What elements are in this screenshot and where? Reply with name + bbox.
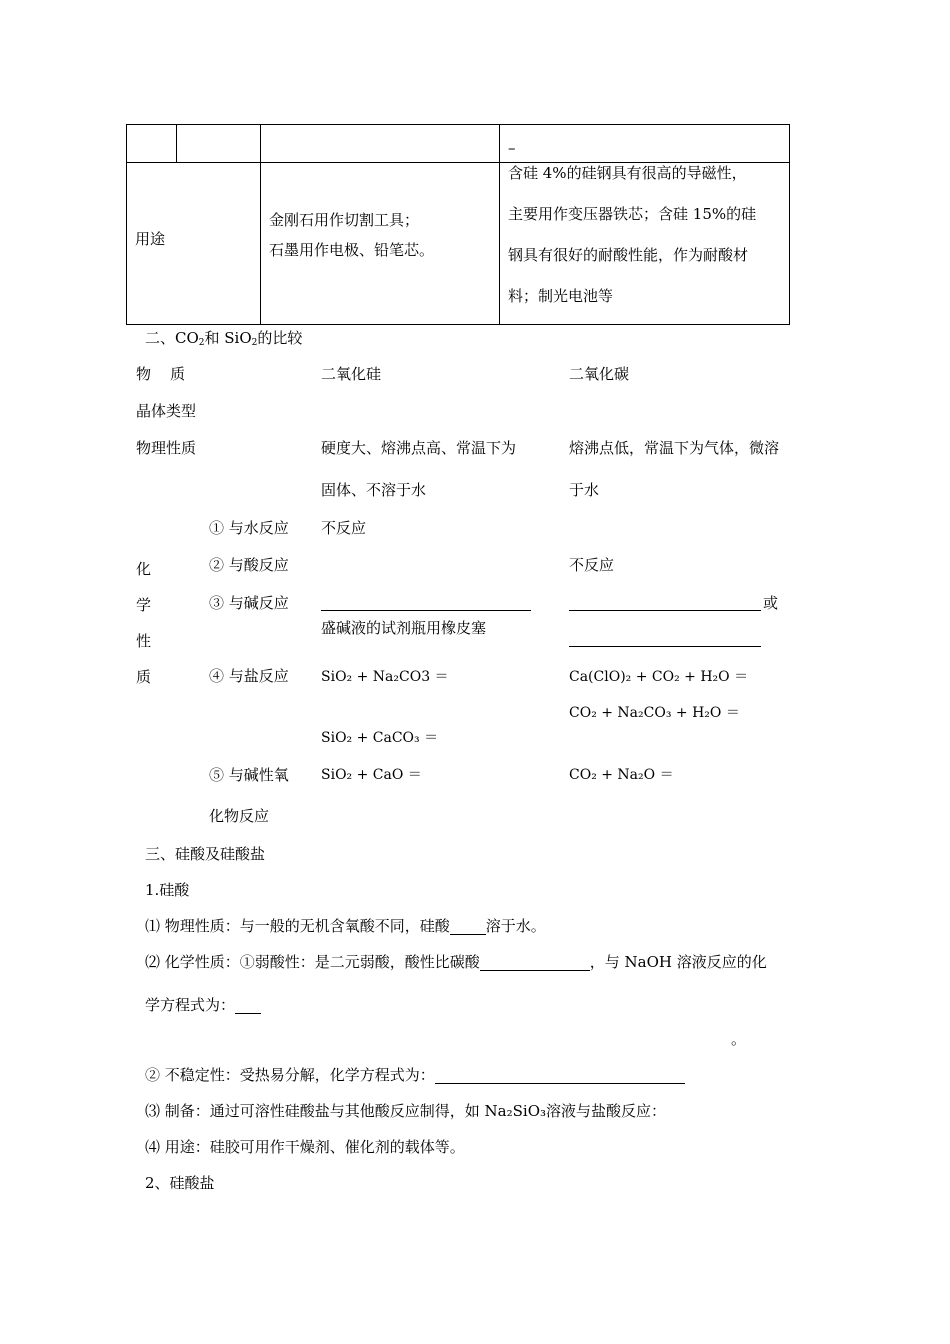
r4-co2-eq2: CO₂ + Na₂CO₃ + H₂O ＝ bbox=[569, 705, 740, 721]
silicic-acid-heading: 1.硅酸 bbox=[145, 881, 190, 899]
item4-usage: ⑷ 用途：硅胶可用作干燥剂、催化剂的载体等。 bbox=[145, 1138, 465, 1156]
silicon-use-line2: 主要用作变压器铁芯；含硅 15%的硅 bbox=[508, 205, 757, 223]
item2-blank2 bbox=[235, 998, 261, 1014]
phys-sio2-line1: 硬度大、熔沸点高、常温下为 bbox=[321, 439, 517, 457]
row-physical: 物理性质 bbox=[136, 439, 197, 457]
table-cell bbox=[261, 125, 500, 163]
use-label: 用途 bbox=[135, 230, 166, 248]
col-header-co2: 二氧化碳 bbox=[569, 365, 630, 383]
carbon-use-cell bbox=[261, 163, 500, 325]
row-crystal-type: 晶体类型 bbox=[136, 402, 197, 420]
silicon-use-line3: 钢具有很好的耐酸性能，作为耐酸材 bbox=[508, 246, 749, 264]
r2-co2: 不反应 bbox=[569, 556, 615, 574]
phys-co2-line2: 于水 bbox=[569, 481, 600, 499]
item3-preparation: ⑶ 制备：通过可溶性硅酸盐与其他酸反应制得，如 Na₂SiO₃溶液与盐酸反应： bbox=[145, 1102, 667, 1120]
r1-sio2: 不反应 bbox=[321, 519, 367, 537]
section2-heading: 二、$CO_2$和 SiO$_2$的比较 bbox=[145, 329, 303, 348]
phys-sio2-line2: 固体、不溶于水 bbox=[321, 481, 427, 499]
r4-label: ④ 与盐反应 bbox=[209, 667, 289, 685]
properties-table bbox=[126, 124, 790, 325]
item2-blank1 bbox=[480, 955, 590, 971]
section3-heading: 三、硅酸及硅酸盐 bbox=[145, 845, 266, 863]
r2-label: ② 与酸反应 bbox=[209, 556, 289, 574]
r3-note: 盛碱液的试剂瓶用橡皮塞 bbox=[321, 619, 487, 637]
item2-equation-line: 学方程式为： bbox=[145, 998, 261, 1014]
chem-label-3: 性 bbox=[136, 632, 152, 650]
r5-sio2: SiO₂ + CaO ＝ bbox=[321, 767, 422, 783]
r4-co2-eq1: Ca(ClO)₂ + CO₂ + H₂O ＝ bbox=[569, 669, 749, 685]
chem-label-1: 化 bbox=[136, 560, 152, 578]
r4-sio2-eq2: SiO₂ + CaCO₃ ＝ bbox=[321, 730, 439, 746]
item2-period: 。 bbox=[731, 1030, 747, 1048]
col-header-sio2: 二氧化硅 bbox=[321, 365, 382, 383]
r5-label-line1: ⑤ 与碱性氧 bbox=[209, 766, 289, 784]
chem-label-4: 质 bbox=[136, 668, 152, 686]
silicon-use-cell bbox=[500, 163, 790, 325]
use-label-cell bbox=[127, 163, 261, 325]
silicon-use-line1: 含硅 4%的硅钢具有很高的导磁性， bbox=[508, 164, 747, 182]
dash-mark: – bbox=[508, 139, 516, 157]
r3-sio2-blank bbox=[321, 610, 531, 611]
phys-co2-line1: 熔沸点低，常温下为气体，微溶 bbox=[569, 439, 780, 457]
carbon-use-line1: 金刚石用作切割工具； bbox=[269, 210, 420, 229]
item2-blank3 bbox=[435, 1068, 685, 1084]
table-cell bbox=[177, 125, 261, 163]
item1-blank bbox=[450, 919, 486, 935]
item2-chemical: ⑵ 化学性质：①弱酸性：是二元弱酸，酸性比碳酸 ，与 NaOH 溶液反应的化 bbox=[145, 953, 767, 971]
r5-label-line2: 化物反应 bbox=[209, 807, 270, 825]
col-header-substance: 物 质 bbox=[136, 365, 186, 383]
chem-label-2: 学 bbox=[136, 596, 152, 614]
r3-co2-or: 或 bbox=[763, 594, 779, 612]
carbon-use-line2: 石墨用作电极、铅笔芯。 bbox=[269, 240, 435, 259]
item2-instability: ② 不稳定性：受热易分解，化学方程式为： bbox=[145, 1068, 685, 1084]
r3-label: ③ 与碱反应 bbox=[209, 594, 289, 612]
r3-co2-blank1 bbox=[569, 610, 761, 611]
item1-physical: ⑴ 物理性质：与一般的无机含氧酸不同，硅酸 溶于水。 bbox=[145, 917, 546, 935]
table-cell bbox=[127, 125, 177, 163]
r4-sio2-eq1: SiO₂ + Na₂CO3 ＝ bbox=[321, 669, 449, 685]
r5-co2: CO₂ + Na₂O ＝ bbox=[569, 767, 674, 783]
silicon-use-line4: 料；制光电池等 bbox=[508, 287, 614, 305]
r1-label: ① 与水反应 bbox=[209, 519, 289, 537]
silicate-heading: 2、硅酸盐 bbox=[145, 1174, 215, 1192]
r3-co2-blank2 bbox=[569, 646, 761, 647]
